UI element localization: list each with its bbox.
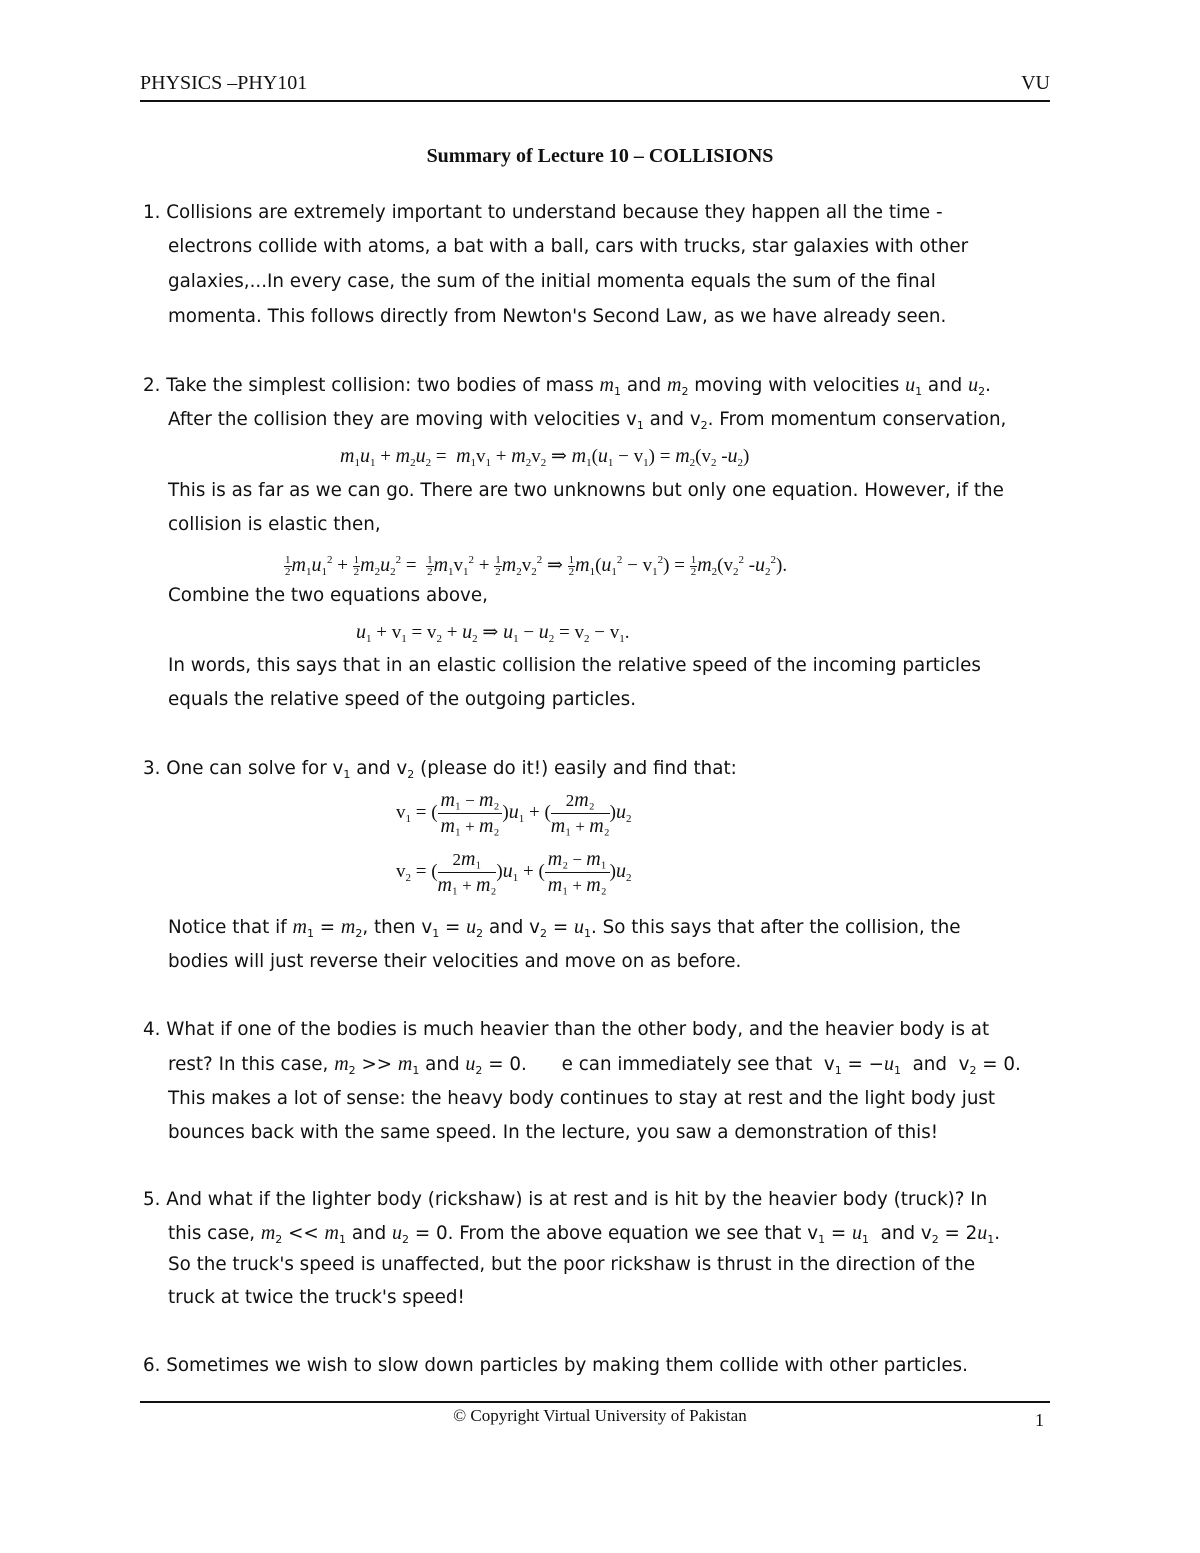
page-number: 1 <box>1035 1410 1044 1430</box>
p5-line-3: So the truck's speed is unaffected, but the poor rickshaw is thrust in the direction of the <box>168 1254 976 1275</box>
p4-line-1: 4. What if one of the bodies is much heavier than the other body, and the heavier body is at <box>143 1019 990 1040</box>
p2-line-2: After the collision they are moving with velocities $v_1$ and $v_2$. From momentum conservation, <box>168 409 1007 432</box>
p1-line-1: 1. Collisions are extremely important to understand because they happen all the time - <box>143 202 943 223</box>
p2-line-5: Combine the two equations above, <box>168 585 488 606</box>
p1-line-3: galaxies,...In every case, the sum of the initial momenta equals the sum of the final <box>168 271 936 292</box>
footer-divider <box>140 1401 1050 1403</box>
p5-line-4: truck at twice the truck's speed! <box>168 1287 465 1308</box>
p2-line-4: collision is elastic then, <box>168 514 381 535</box>
p5-line-2: this case, $m_2 << m_1$ and $u_2 = 0$. From the above equation we see that $v_1 = u_1$ and $v_2 = 2u_1$. <box>168 1222 1001 1246</box>
p4-line-4: bounces back with the same speed. In the lecture, you saw a demonstration of this! <box>168 1122 939 1143</box>
p6-line-1: 6. Sometimes we wish to slow down particles by making them collide with other particles. <box>143 1355 968 1376</box>
course-code: PHYSICS –PHY101 <box>140 72 308 94</box>
p2-line-6: In words, this says that in an elastic collision the relative speed of the incoming particles <box>168 655 981 676</box>
p1-line-2: electrons collide with atoms, a bat with a ball, cars with trucks, star galaxies with other <box>168 236 969 257</box>
copyright-notice: © Copyright Virtual University of Pakistan <box>453 1406 747 1425</box>
p3-line-2: Notice that if $m_1 = m_2$, then $v_1 = u_2$ and $v_2 = u_1$. So this says that after the collision, the <box>168 916 961 940</box>
energy-equation: $\frac{1}{2}$ $m_1u_1^2$ + $\frac{1}{2}$ $m_2u_2^2$ = $\frac{1}{2}$ $m_1v_1^2$ + $\frac{1}{2}$ $m_2v_2^2$ ⇒ $\frac{1}{2}$ $m_1(u_1^2 - v_1^2)$ = $\frac{1}{2}$ $m_2(v_2^2$ $-u_2^2$). <box>285 554 788 579</box>
p5-line-1: 5. And what if the lighter body (rickshaw) is at rest and is hit by the heavier body (truck)? In <box>143 1189 988 1210</box>
p3-line-3: bodies will just reverse their velocities and move on as before. <box>168 951 742 972</box>
p4-line-2: rest? In this case, $m_2 >> m_1$ and $u_2 = 0$. e can immediately see that $v_1 = -u_1$ and $v_2 = 0$. <box>168 1053 1021 1077</box>
p2-line-7: equals the relative speed of the outgoing particles. <box>168 689 637 710</box>
v1-solution: $v_1$ = ( $\frac{\text{m₁ − m₂}}{\text{m₁ + m₂}}$ )$u_1$ + ( $\frac{\text{2m₂}}{\text{m₁ + m₂}}$ )$u_2$ <box>396 789 632 837</box>
p3-line-1: 3. One can solve for $v_1$ and $v_2$ (please do it!) easily and find that: <box>143 758 737 781</box>
header-divider <box>140 100 1050 102</box>
relative-speed-equation: $u_1 + v_1 = v_2 + u_2$ ⇒ $u_1 - u_2 = v_2 - v_1$. <box>356 621 630 645</box>
p1-line-4: momenta. This follows directly from Newton's Second Law, as we have already seen. <box>168 306 947 327</box>
p2-line-1: 2. Take the simplest collision: two bodies of mass $m_1$ and $m_2$ moving with velocities $u_1$ and $u_2$. <box>143 374 991 398</box>
page-title: Summary of Lecture 10 – COLLISIONS <box>426 145 774 167</box>
page-header <box>140 72 1050 102</box>
university-abbrev: VU <box>1021 72 1050 94</box>
p2-line-3: This is as far as we can go. There are two unknowns but only one equation. However, if the <box>168 480 1004 501</box>
momentum-equation: $m_1u_1 + m_2u_2 = m_1v_1 + m_2v_2$ ⇒ $m_1(u_1 - v_1) = m_2(v_2$ $-u_2$) <box>340 445 750 469</box>
v2-solution: $v_2$ = ( $\frac{\text{2m₁}}{\text{m₁ + m₂}}$ )$u_1$ + ( $\frac{\text{m₂ − m₁}}{\text{m₁ + m₂}}$ )$u_2$ <box>396 848 632 896</box>
p4-line-3: This makes a lot of sense: the heavy body continues to stay at rest and the light body just <box>168 1088 996 1109</box>
